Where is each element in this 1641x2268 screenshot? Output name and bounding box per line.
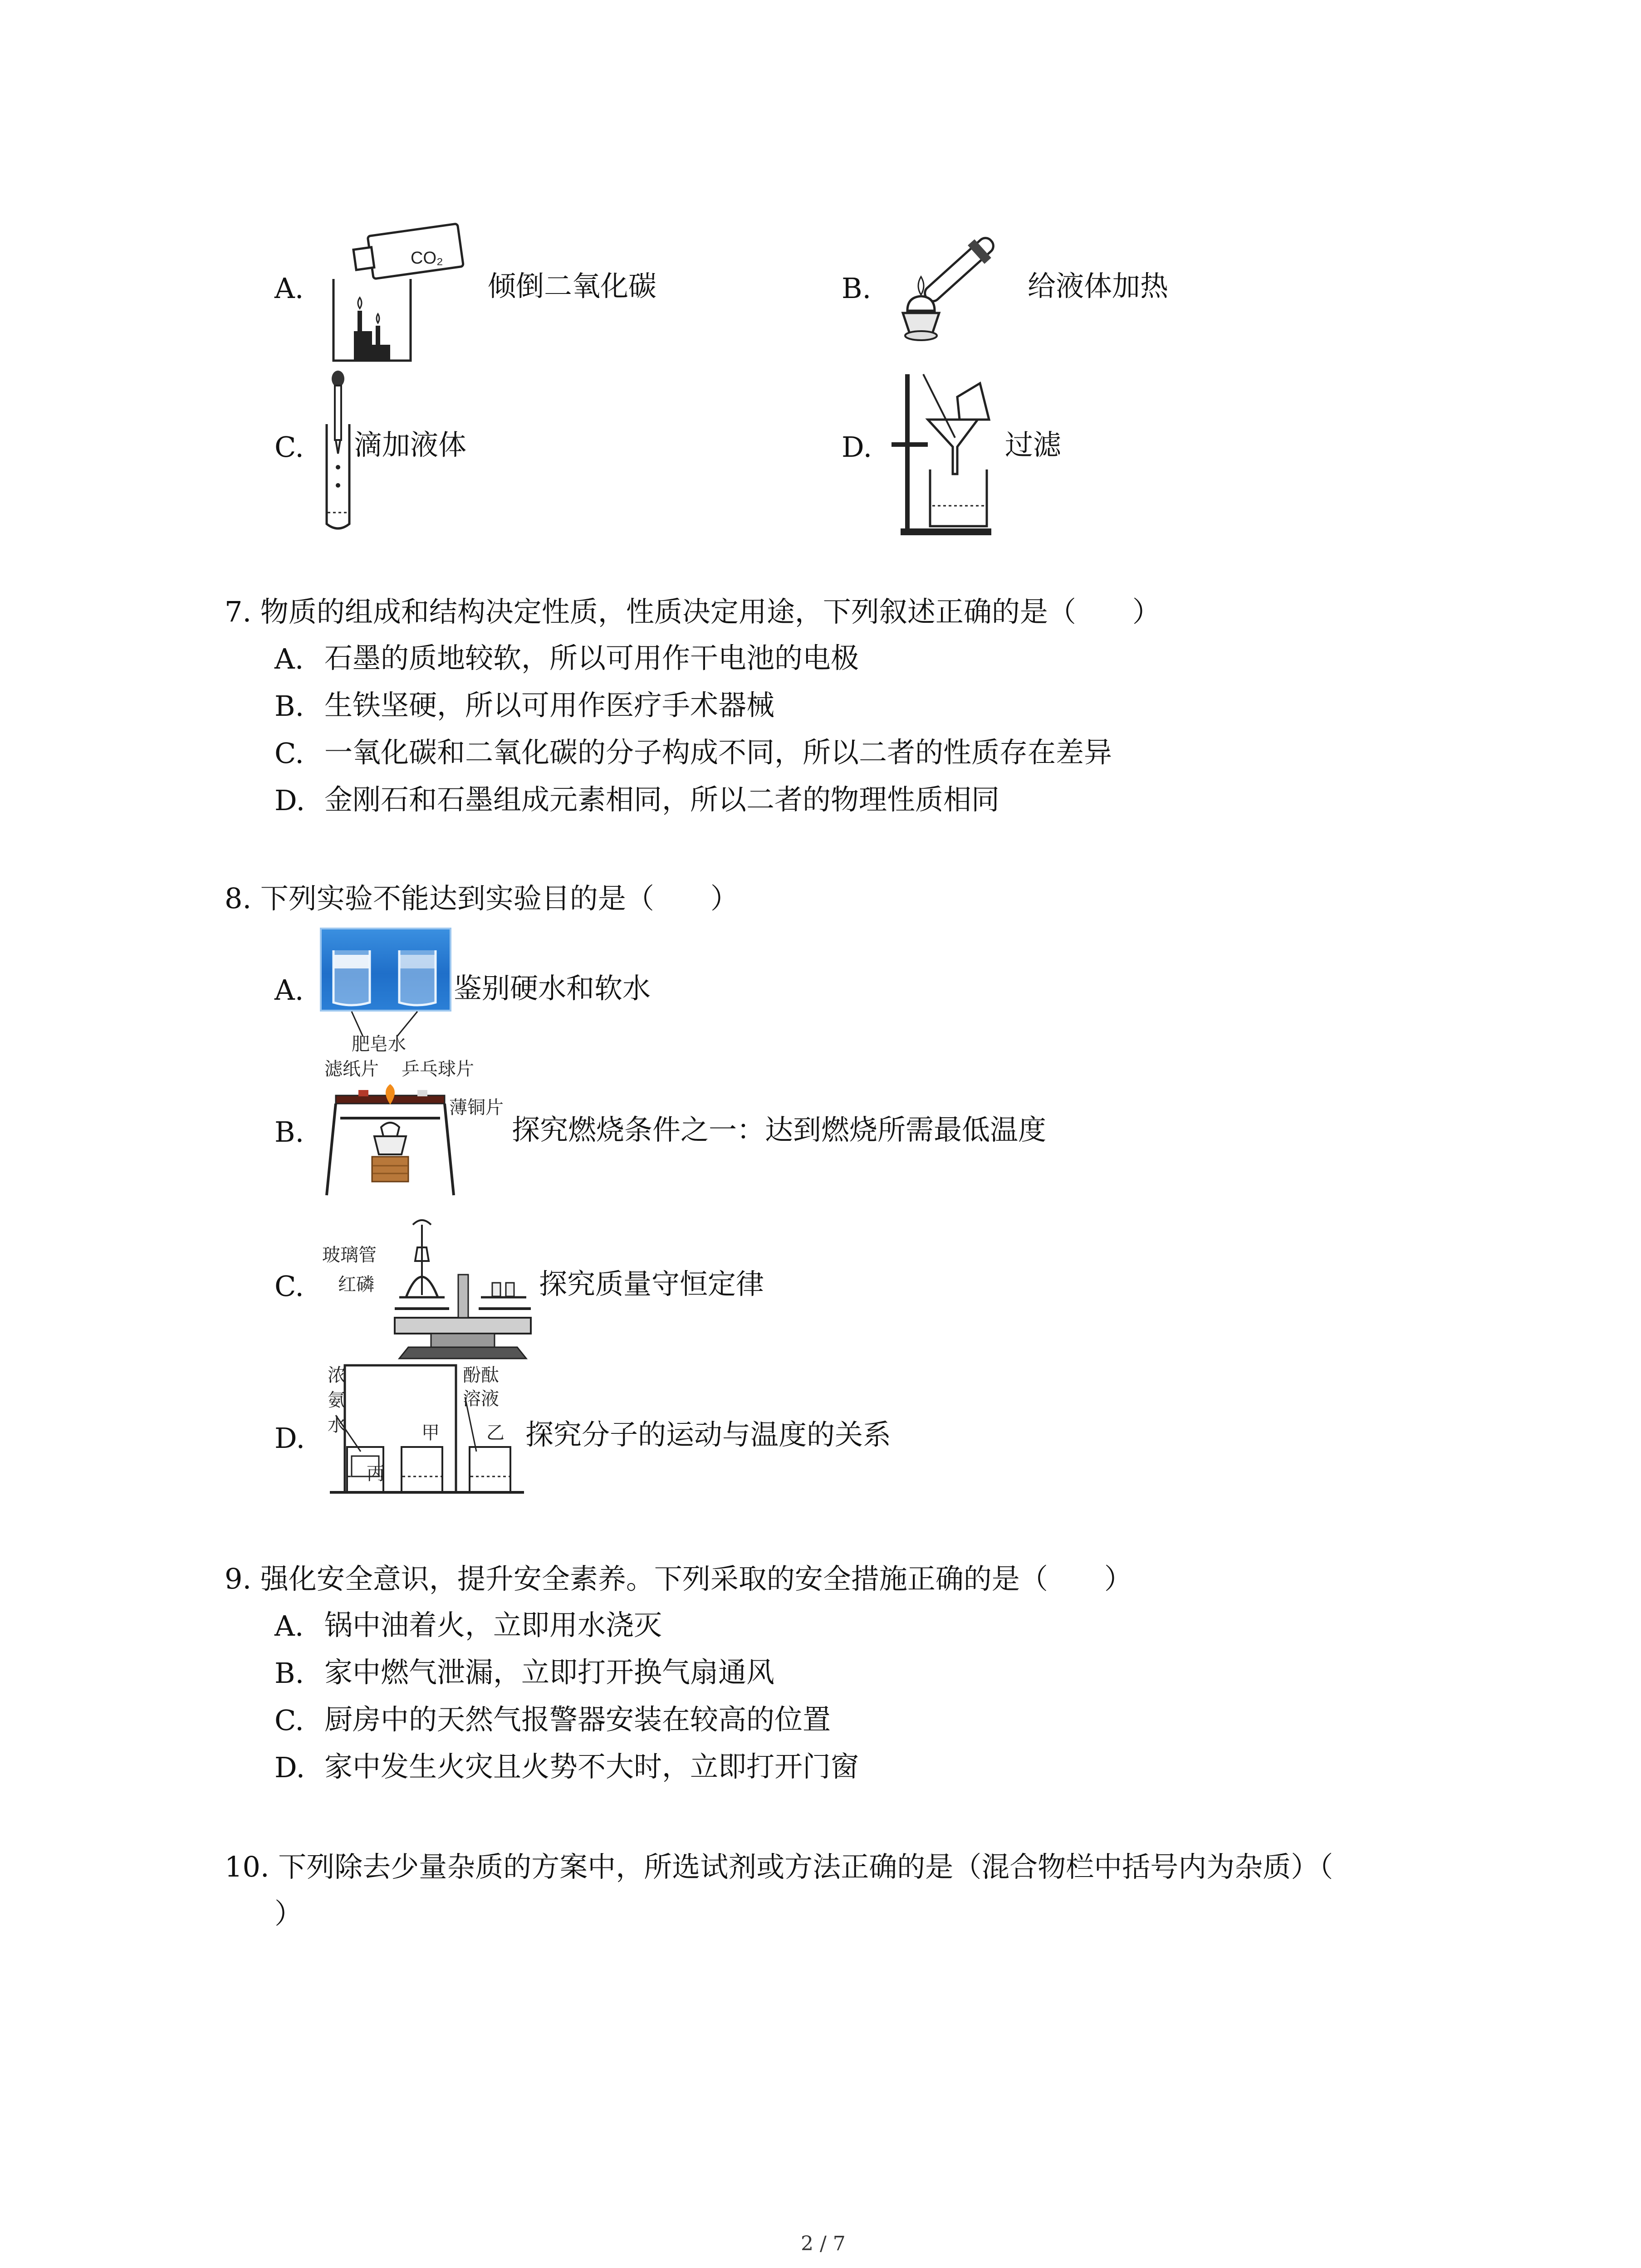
heat-liquid-figure xyxy=(889,231,1007,349)
option-letter: C. xyxy=(274,1704,304,1737)
conc-label-1: 浓 xyxy=(328,1365,346,1385)
phenolphthalein-label-1: 酚酞 xyxy=(463,1365,499,1385)
option-text: 一氧化碳和二氧化碳的分子构成不同，所以二者的性质存在差异 xyxy=(324,736,1112,769)
option-letter: C. xyxy=(274,737,304,770)
option-letter: A. xyxy=(274,272,304,305)
option-letter: D. xyxy=(274,1751,305,1784)
soap-water-label: 肥皂水 xyxy=(352,1034,406,1054)
option-letter: C. xyxy=(274,1270,304,1303)
option-letter: D. xyxy=(274,784,305,817)
option-text: 石墨的质地较软，所以可用作干电池的电极 xyxy=(324,641,859,675)
option-text: 滴加液体 xyxy=(354,428,467,461)
option-text: 锅中油着火，立即用水浇灭 xyxy=(324,1608,662,1642)
question-stem-line2: ） xyxy=(274,1897,303,1930)
option-text: 家中发生火灾且火势不大时，立即打开门窗 xyxy=(324,1750,859,1783)
question-stem-line1: 10. 下列除去少量杂质的方案中，所选试剂或方法正确的是（混合物栏中括号内为杂质）（ xyxy=(225,1850,1333,1883)
beaker-jia-label: 甲 xyxy=(421,1423,440,1443)
option-letter: B. xyxy=(274,1115,304,1149)
option-text: 探究分子的运动与温度的关系 xyxy=(525,1418,892,1451)
combustion-figure xyxy=(322,1086,454,1200)
red-phosphorus-label: 红磷 xyxy=(338,1275,374,1295)
option-letter: B. xyxy=(274,1657,304,1690)
co2-label: CO₂ xyxy=(411,249,443,268)
option-text: 过滤 xyxy=(1005,428,1062,461)
copper-sheet-label: 薄铜片 xyxy=(449,1098,504,1118)
question-stem: 7. 物质的组成和结构决定性质，性质决定用途，下列叙述正确的是（ ） xyxy=(225,595,1161,628)
option-text: 厨房中的天然气报警器安装在较高的位置 xyxy=(324,1703,831,1736)
beaker-bing-label: 丙 xyxy=(367,1464,385,1484)
question-stem: 8. 下列实验不能达到实验目的是（ ） xyxy=(225,882,739,915)
option-text: 鉴别硬水和软水 xyxy=(454,972,651,1005)
balance-figure xyxy=(381,1216,544,1361)
dropper-figure xyxy=(318,370,358,533)
ping-pong-label: 乒乓球片 xyxy=(402,1059,474,1079)
filter-paper-label: 滤纸片 xyxy=(324,1059,379,1079)
option-text: 探究质量守恒定律 xyxy=(539,1267,764,1300)
filtration-figure xyxy=(892,370,996,538)
conc-label-2: 氨 xyxy=(328,1390,346,1410)
option-letter: A. xyxy=(274,642,304,675)
option-text: 探究燃烧条件之一：达到燃烧所需最低温度 xyxy=(512,1113,1047,1146)
option-text: 倾倒二氧化碳 xyxy=(488,269,657,303)
option-letter: D. xyxy=(842,430,872,464)
question-stem: 9. 强化安全意识，提升安全素养。下列采取的安全措施正确的是（ ） xyxy=(225,1562,1132,1595)
glass-tube-label: 玻璃管 xyxy=(322,1245,377,1265)
beaker-yi-label: 乙 xyxy=(486,1423,505,1443)
option-text: 金刚石和石墨组成元素相同，所以二者的物理性质相同 xyxy=(324,783,1000,816)
option-letter: D. xyxy=(274,1422,305,1455)
conc-label-3: 水 xyxy=(328,1415,346,1435)
option-letter: B. xyxy=(842,272,872,305)
option-text: 生铁坚硬，所以可用作医疗手术器械 xyxy=(324,689,775,722)
option-text: 家中燃气泄漏，立即打开换气扇通风 xyxy=(324,1656,775,1689)
page-number: 2 / 7 xyxy=(801,2232,846,2255)
option-letter: A. xyxy=(274,1609,304,1642)
pour-co2-figure xyxy=(327,222,485,367)
phenolphthalein-label-2: 溶液 xyxy=(463,1389,499,1409)
option-letter: A. xyxy=(274,973,304,1007)
option-letter: C. xyxy=(274,430,304,464)
option-text: 给液体加热 xyxy=(1028,269,1169,303)
option-letter: B. xyxy=(274,689,304,723)
